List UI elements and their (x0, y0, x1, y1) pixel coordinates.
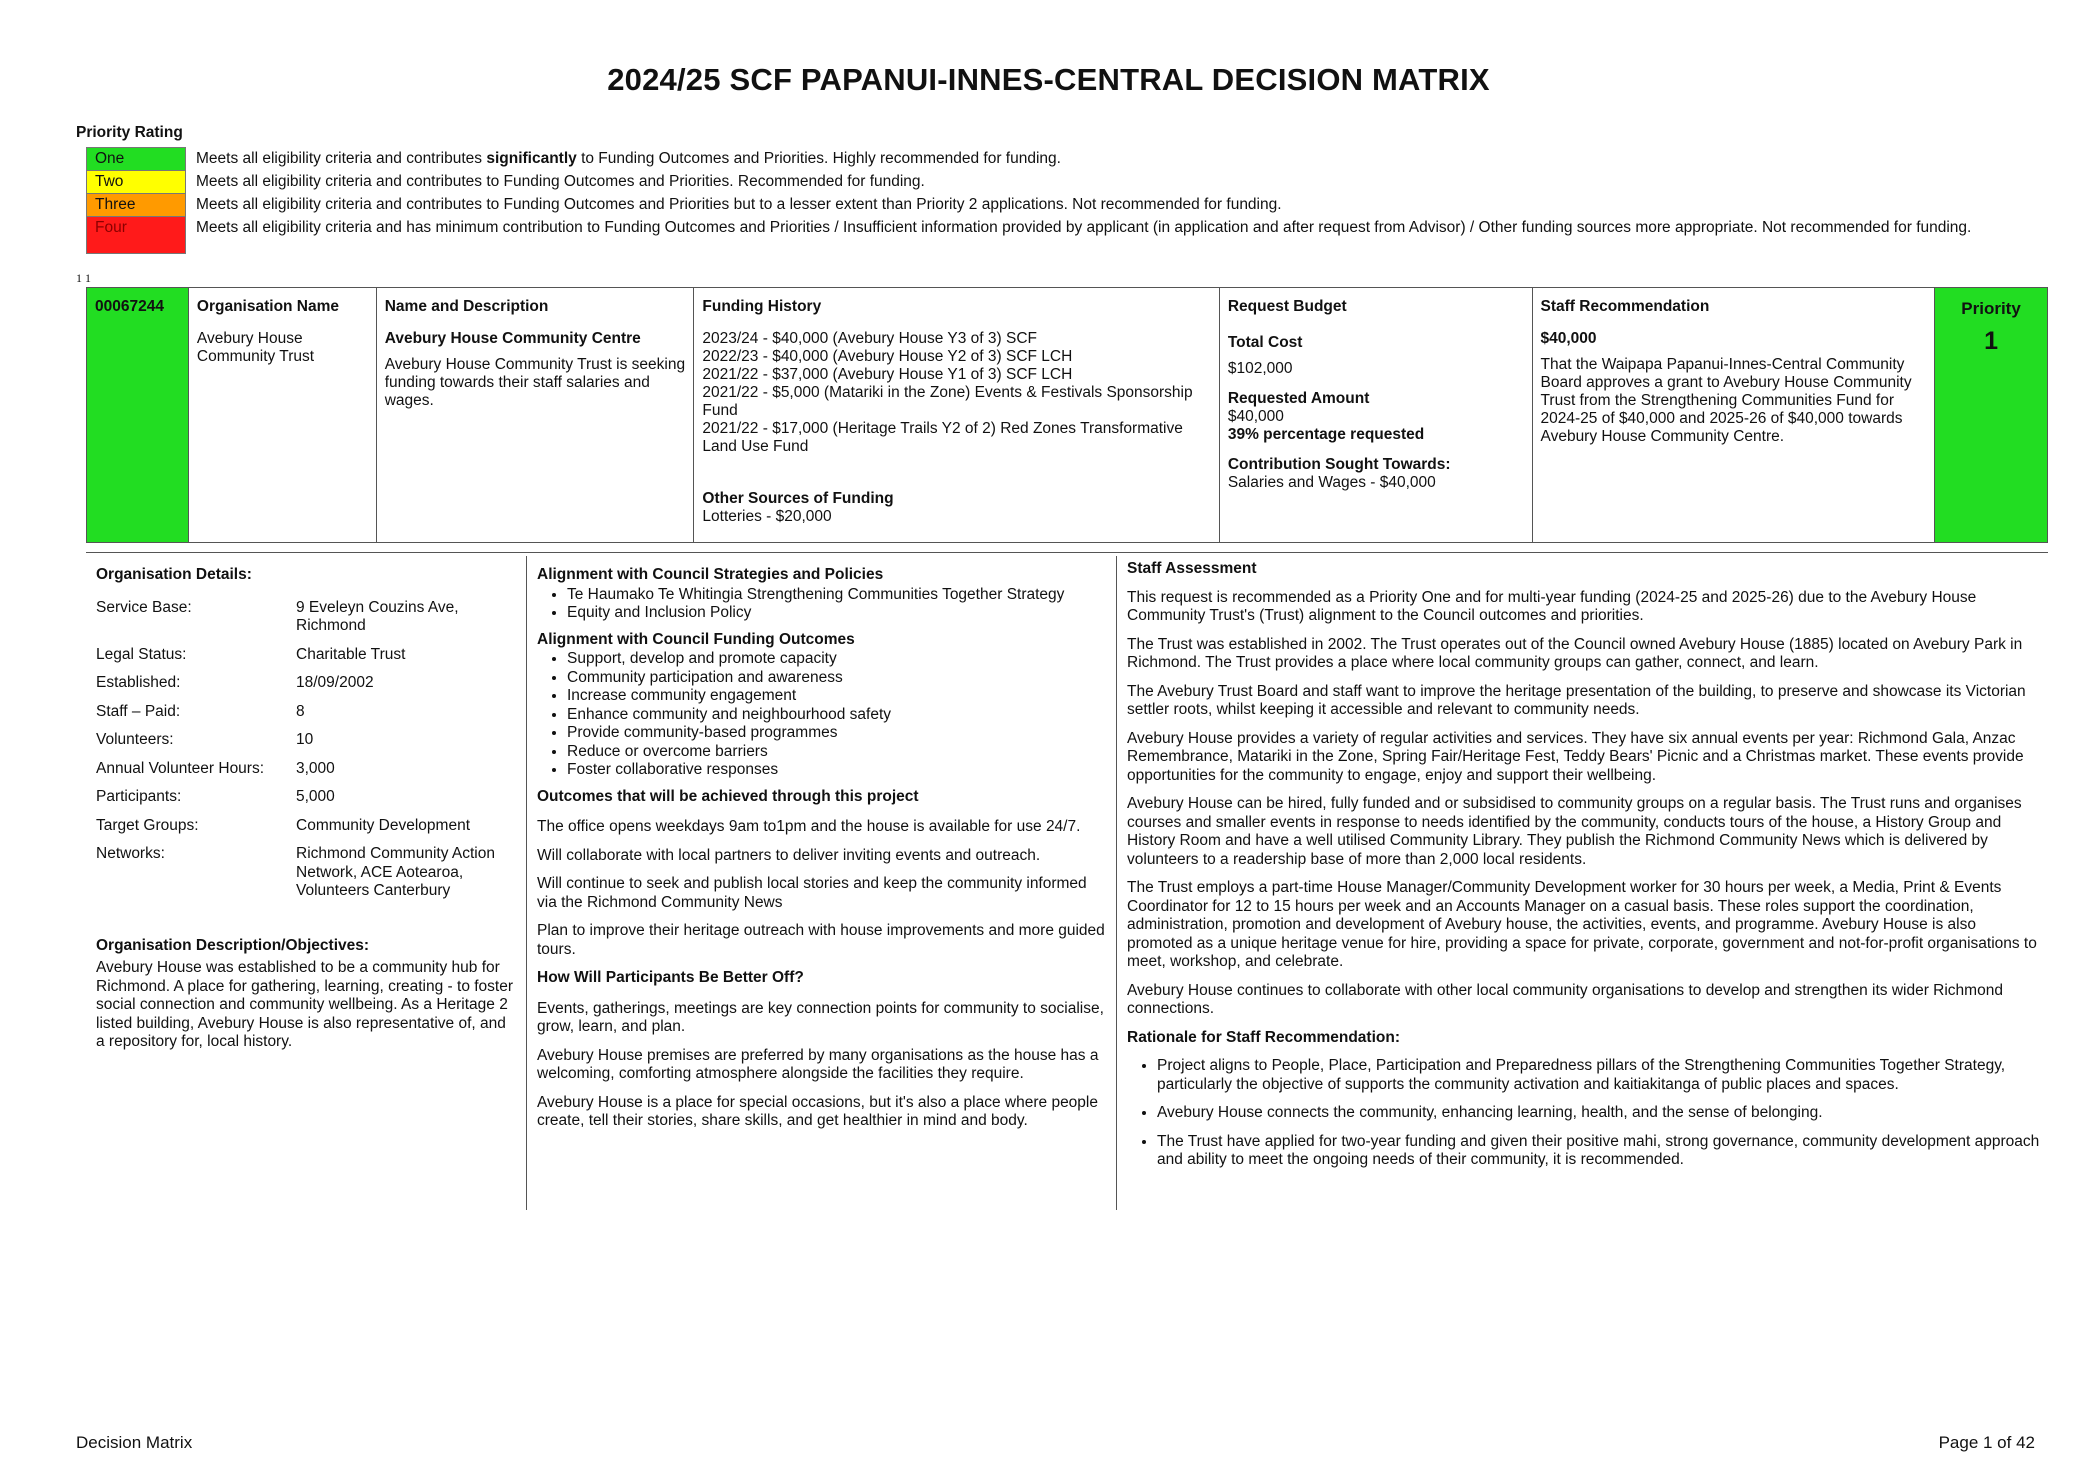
detail-row (96, 703, 516, 722)
organisation-description: Avebury House was established to be a community hub for Richmond. A place for gathering, learning, creating - to foster social connection and community wellbeing. As a Heritage 2 listed building, Avebury House is also representative of, and a repository for, local history. (96, 959, 514, 1050)
legend-row-one (86, 147, 2006, 170)
detail-label: Target Groups: (96, 816, 199, 834)
staff-recommendation-cell (1533, 288, 1936, 542)
achieved-item: Plan to improve their heritage outreach with house improvements and more guided tours. (537, 922, 1105, 958)
detail-label: Service Base: (96, 598, 192, 616)
detail-row (96, 817, 516, 836)
detail-row (96, 674, 516, 693)
organisation-details-heading: Organisation Details: (96, 566, 252, 583)
legend-row-four (86, 216, 2006, 254)
other-sources-heading: Other Sources of Funding (702, 490, 894, 507)
list-item: • The Trust have applied for two-year funding and given their positive mahi, strong governance, community development approach and ability to meet the ongoing needs of their community, it is recommended. (1157, 1133, 2040, 1170)
funding-history-item: 2022/23 - $40,000 (Avebury House Y2 of 3) SCF LCH (702, 348, 1073, 365)
alignment-panel (526, 556, 1116, 1210)
legend-swatch-two: Two (86, 170, 186, 193)
assessment-paragraph: Avebury House provides a variety of regular activities and services. They have six annual events per year: Richmond Gala, Anzac Remembrance, Matariki in the Zone, Spring Fair/Heritage Fest, Teddy Bears' Picnic and a Christmas market. These events provide opportunities for the community to engage, enjoy and support their wellbeing. (1127, 729, 2024, 784)
assessment-paragraph: The Trust was established in 2002. The Trust operates out of the Council owned Avebury House (1885) located on Avebury Park in Richmond. The Trust provides a place where local community groups can gather, connect, and learn. (1127, 635, 2023, 671)
page-number: Page 1 of 42 (1938, 1433, 2035, 1452)
detail-row (96, 760, 516, 779)
application-summary-table (86, 287, 2048, 543)
legend-swatch-one: One (86, 147, 186, 170)
rationale-heading: Rationale for Staff Recommendation: (1127, 1028, 1400, 1046)
outcomes-list (537, 650, 1106, 780)
organisation-name: Avebury House Community Trust (196, 330, 315, 365)
detail-label: Networks: (96, 845, 165, 862)
funding-history-item: 2021/22 - $17,000 (Heritage Trails Y2 of 2) Red Zones Transformative Land Use Fund (702, 420, 1183, 455)
legend-text-three: Meets all eligibility criteria and contributes to Funding Outcomes and Priorities but to a lesser extent than Priority 2 applications. Not recommended for funding. (196, 196, 1282, 213)
section-divider (86, 552, 2048, 553)
assessment-paragraph: The Trust employs a part-time House Manager/Community Development worker for 30 hours per week, a Media, Print & Events Coordinator for 12 to 15 hours per week and an Accounts Manager on a casual basis. These roles support the coordination, administration, promotion and development of Avebury house, the activities, events, and programme. Avebury House is also promoted as a unique heritage venue for hire, providing a space for private, corporate, government and not-for-profit organisations to meet, workshop, and celebrate. (1127, 879, 2037, 970)
detail-label: Volunteers: (96, 731, 174, 748)
strategies-list (537, 586, 1106, 623)
total-cost: $102,000 (1227, 360, 1293, 377)
page-title: 2024/25 SCF PAPANUI-INNES-CENTRAL DECISION MATRIX (607, 62, 1490, 97)
list-item: • Equity and Inclusion Policy (567, 604, 1106, 623)
organisation-description-heading: Organisation Description/Objectives: (96, 936, 370, 954)
better-off-item: Avebury House is a place for special occasions, but it's also a place where people create, tell their stories, share skills, and get healthier in mind and body. (537, 1093, 1098, 1129)
detail-label: Annual Volunteer Hours: (96, 759, 265, 777)
staff-assessment-heading: Staff Assessment (1127, 560, 1257, 577)
requested-amount-label: Requested Amount (1227, 390, 1370, 407)
organisation-name-cell (189, 288, 377, 542)
organisation-name-heading: Organisation Name (196, 298, 340, 315)
strategies-heading: Alignment with Council Strategies and Policies (537, 566, 884, 583)
detail-value: 8 (296, 702, 305, 720)
request-budget-cell (1220, 288, 1533, 542)
detail-label: Legal Status: (96, 645, 187, 663)
project-description: Avebury House Community Trust is seeking funding towards their staff salaries and wages. (384, 356, 686, 409)
legend-text-two: Meets all eligibility criteria and contributes to Funding Outcomes and Priorities. Recommended for funding. (196, 173, 925, 190)
staff-recommendation-heading: Staff Recommendation (1540, 298, 1710, 315)
detail-label: Participants: (96, 788, 182, 805)
list-item: • Project aligns to People, Place, Participation and Preparedness pillars of the Strengthening Communities Together Strategy, particularly the objective of supports the community activation and kaitiakitanga of public places and spaces. (1157, 1057, 2040, 1094)
detail-row (96, 788, 516, 807)
detail-label: Established: (96, 674, 181, 691)
name-description-heading: Name and Description (384, 298, 549, 315)
staff-assessment-panel (1116, 556, 2048, 1210)
list-item: • Enhance community and neighbourhood safety (567, 706, 1106, 725)
legend-swatch-three: Three (86, 193, 186, 216)
detail-value: Richmond Community Action Network, ACE Aotearoa, Volunteers Canterbury (296, 845, 495, 899)
total-cost-label: Total Cost (1227, 334, 1303, 351)
requested-amount: $40,000 (1227, 408, 1284, 425)
funding-history-item: 2021/22 - $5,000 (Matariki in the Zone) Events & Festivals Sponsorship Fund (702, 384, 1193, 419)
detail-row (96, 845, 516, 901)
list-item: • Support, develop and promote capacity (567, 650, 1106, 669)
better-off-item: Events, gatherings, meetings are key connection points for community to socialise, grow, learn, and plan. (537, 999, 1104, 1035)
list-item: • Foster collaborative responses (567, 761, 1106, 780)
marker-text: 1 1 (76, 271, 91, 285)
requested-percentage: 39% percentage requested (1227, 426, 1425, 443)
detail-value: 10 (296, 731, 314, 748)
legend-row-two (86, 170, 2006, 193)
project-name: Avebury House Community Centre (384, 330, 641, 347)
achieved-item: Will continue to seek and publish local stories and keep the community informed via the Richmond Community News (537, 875, 1087, 911)
assessment-paragraph: Avebury House continues to collaborate with other local community organisations to develop and strengthen its wider Richmond connections. (1127, 981, 2003, 1017)
legend-row-three (86, 193, 2006, 216)
application-id: 00067244 (87, 288, 189, 542)
recommendation-text: That the Waipapa Papanui-Innes-Central Community Board approves a grant to Avebury House Community Trust from the Strengthening Communities Fund for 2024-25 of $40,000 and 2025-26 of $40,000 towards Avebury House Community Centre. (1540, 356, 1912, 445)
list-item: • Provide community-based programmes (567, 724, 1106, 743)
legend-swatch-four: Four (86, 216, 186, 254)
list-item: • Community participation and awareness (567, 669, 1106, 688)
detail-value: Community Development (296, 816, 471, 834)
priority-cell (1935, 288, 2047, 542)
detail-value: Charitable Trust (296, 645, 406, 663)
detail-row (96, 646, 516, 665)
list-item: • Avebury House connects the community, enhancing learning, health, and the sense of belonging. (1157, 1104, 2040, 1123)
contribution-label: Contribution Sought Towards: (1227, 456, 1451, 473)
detail-label: Staff – Paid: (96, 702, 181, 720)
assessment-paragraph: Avebury House can be hired, fully funded and or subsidised to community groups on a regular basis. The Trust runs and organises courses and smaller events in response to needs identified by the community, conducts tours of the house, a History Group and History Room and have a well utilised Community Library. They publish the Richmond Community News which is delivered by volunteers to a readership base of more than 2,000 local residents. (1127, 795, 2022, 868)
funding-history-item: 2023/24 - $40,000 (Avebury House Y3 of 3) SCF (702, 330, 1037, 347)
contribution: Salaries and Wages - $40,000 (1227, 474, 1436, 491)
list-item: • Te Haumako Te Whitingia Strengthening Communities Together Strategy (567, 586, 1106, 605)
priority-value: 1 (1984, 327, 1998, 355)
other-sources: Lotteries - $20,000 (702, 508, 832, 525)
list-item: • Reduce or overcome barriers (567, 743, 1106, 762)
footer-label: Decision Matrix (76, 1433, 193, 1452)
assessment-paragraph: The Avebury Trust Board and staff want to improve the heritage presentation of the building, to preserve and showcase its Victorian settler roots, whilst keeping it accessible and relevant to community needs. (1127, 682, 2026, 718)
priority-legend (86, 147, 2006, 254)
priority-heading: Priority (1961, 299, 2021, 318)
funding-history-heading: Funding History (702, 298, 822, 315)
recommendation-amount: $40,000 (1540, 330, 1597, 347)
detail-value: 3,000 (296, 759, 335, 777)
outcomes-heading: Alignment with Council Funding Outcomes (537, 630, 855, 648)
name-description-cell (377, 288, 695, 542)
funding-history-cell (694, 288, 1219, 542)
detail-value: 9 Eveleyn Couzins Ave, Richmond (296, 598, 459, 634)
achieved-heading: Outcomes that will be achieved through this project (537, 787, 919, 805)
better-off-heading: How Will Participants Be Better Off? (537, 969, 804, 986)
funding-history-item: 2021/22 - $37,000 (Avebury House Y1 of 3) SCF LCH (702, 366, 1073, 383)
priority-rating-heading: Priority Rating (76, 124, 183, 141)
achieved-item: Will collaborate with local partners to deliver inviting events and outreach. (537, 846, 1041, 864)
detail-value: 18/09/2002 (296, 674, 374, 691)
better-off-item: Avebury House premises are preferred by many organisations as the house has a welcoming, comforting atmosphere alongside the facilities they require. (537, 1046, 1099, 1082)
assessment-paragraph: This request is recommended as a Priority One and for multi-year funding (2024-25 and 2025-26) due to the Avebury House Community Trust's (Trust) alignment to the Council outcomes and priorities. (1127, 588, 1977, 624)
rationale-list (1127, 1057, 2040, 1170)
list-item: • Increase community engagement (567, 687, 1106, 706)
legend-text-one: Meets all eligibility criteria and contributes significantly to Funding Outcomes and Priorities. Highly recommended for funding. (196, 150, 1061, 167)
organisation-details-panel (86, 556, 526, 1052)
achieved-item: The office opens weekdays 9am to1pm and the house is available for use 24/7. (537, 818, 1081, 835)
request-budget-heading: Request Budget (1227, 298, 1347, 315)
detail-row (96, 599, 516, 636)
legend-text-four: Meets all eligibility criteria and has minimum contribution to Funding Outcomes and Priorities / Insufficient information provided by applicant (in application and after request from Advisor) / Other funding sources more appropriate. Not recommended for funding. (196, 219, 1972, 236)
detail-row (96, 731, 516, 750)
detail-value: 5,000 (296, 788, 335, 805)
